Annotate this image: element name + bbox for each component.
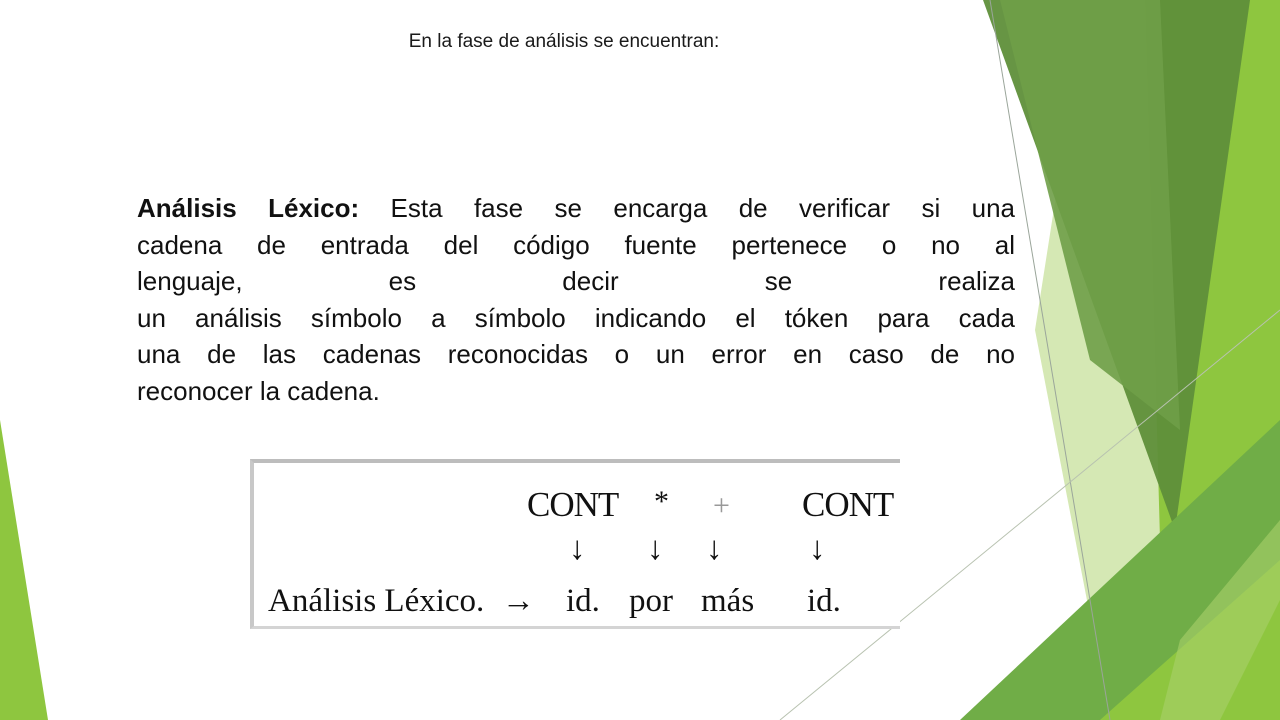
paragraph-line-1 <box>137 190 1015 227</box>
paragraph-line-3: lenguaje, es decir se realiza <box>137 266 1015 297</box>
down-arrow-icon: ↓ <box>647 531 664 567</box>
slide-title: En la fase de análisis se encuentran: <box>408 31 720 52</box>
figure-token-cont-2: CONT <box>802 485 894 524</box>
paragraph-lead: Análisis Léxico: <box>137 193 360 223</box>
lexical-analysis-figure <box>250 459 900 629</box>
figure-output-por: por <box>629 583 673 619</box>
down-arrow-icon: ↓ <box>809 531 826 567</box>
figure-token-star: * <box>654 485 669 518</box>
left-green-shape <box>0 420 48 720</box>
paragraph-line-2: cadena de entrada del código fuente pertenece o no al <box>137 229 1015 260</box>
down-arrow-icon: ↓ <box>569 531 586 567</box>
figure-token-cont-1: CONT <box>527 485 619 524</box>
paragraph-line-1-text: Esta fase se encarga de verificar si una <box>359 193 1015 223</box>
figure-output-mas: más <box>701 583 755 619</box>
figure-output-id-1: id. <box>566 583 600 619</box>
figure-output-id-2: id. <box>807 583 841 619</box>
down-arrow-icon: ↓ <box>706 531 723 567</box>
lexical-analysis-paragraph <box>137 190 1015 410</box>
figure-label: Análisis Léxico. <box>268 583 485 619</box>
figure-token-plus: + <box>713 489 730 522</box>
paragraph-line-4: un análisis símbolo a símbolo indicando el tóken para cada <box>137 302 1015 333</box>
paragraph-line-6: reconocer la cadena. <box>137 375 380 406</box>
right-arrow-icon: → <box>502 583 535 619</box>
paragraph-line-5: una de las cadenas reconocidas o un error en caso de no <box>137 339 1015 370</box>
